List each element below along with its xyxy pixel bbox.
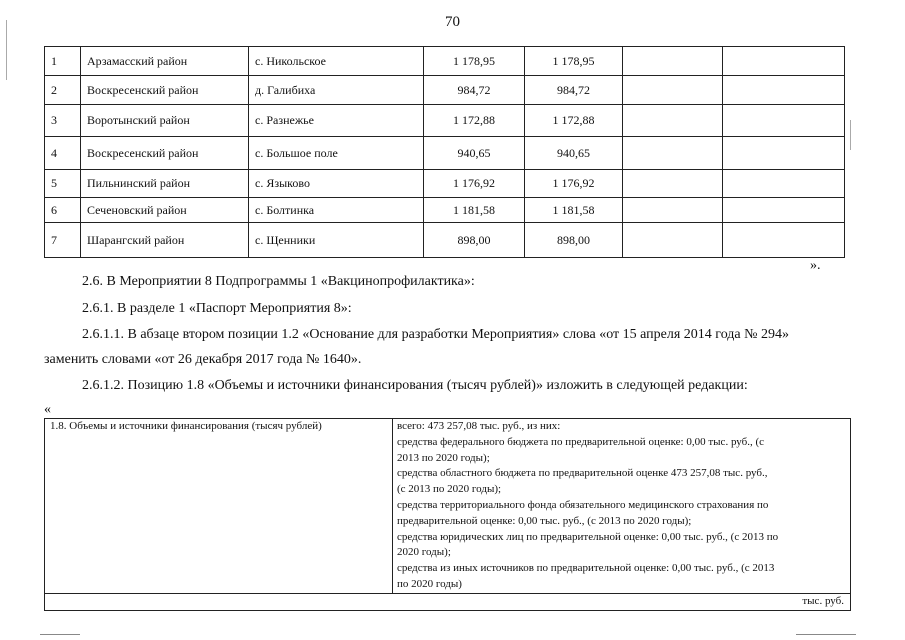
row-number: 2	[45, 76, 81, 105]
value-1: 984,72	[424, 76, 525, 105]
settlement-name: с. Болтинка	[249, 198, 424, 223]
opening-quote: «	[44, 402, 51, 417]
value-1: 940,65	[424, 137, 525, 170]
unit-label: тыс. руб.	[45, 593, 851, 610]
funding-line: 2020 годы);	[397, 546, 451, 559]
empty-cell	[723, 137, 845, 170]
district-name: Сеченовский район	[81, 198, 249, 223]
empty-cell	[723, 198, 845, 223]
district-name: Арзамасский район	[81, 47, 249, 76]
table-row	[45, 76, 845, 105]
value-2: 940,65	[525, 137, 623, 170]
footer-dash-left	[40, 634, 80, 635]
funding-line: средства юридических лиц по предварительной оценке: 0,00 тыс. руб., (с 2013 по	[397, 530, 779, 543]
empty-cell	[623, 105, 723, 137]
page-number: 70	[445, 14, 460, 30]
funding-description	[393, 419, 851, 594]
row-number: 7	[45, 223, 81, 258]
value-2: 984,72	[525, 76, 623, 105]
value-2: 1 172,88	[525, 105, 623, 137]
row-number: 4	[45, 137, 81, 170]
paragraph-2-6-1-1-continued: заменить словами «от 26 декабря 2017 года № 1640».	[44, 352, 362, 367]
closing-quote: ».	[810, 258, 821, 273]
settlement-name: с. Щенники	[249, 223, 424, 258]
value-2: 1 176,92	[525, 170, 623, 198]
value-2: 1 178,95	[525, 47, 623, 76]
empty-cell	[723, 223, 845, 258]
funding-line: средства областного бюджета по предварительной оценке 473 257,08 тыс. руб.,	[397, 467, 768, 480]
row-number: 6	[45, 198, 81, 223]
empty-cell	[623, 47, 723, 76]
empty-cell	[623, 137, 723, 170]
funding-line: средства из иных источников по предварительной оценке: 0,00 тыс. руб., (с 2013	[397, 562, 775, 575]
value-1: 1 172,88	[424, 105, 525, 137]
district-name: Воротынский район	[81, 105, 249, 137]
district-name: Шарангский район	[81, 223, 249, 258]
settlement-name: с. Разнежье	[249, 105, 424, 137]
value-1: 1 176,92	[424, 170, 525, 198]
district-name: Воскресенский район	[81, 76, 249, 105]
district-table	[44, 46, 845, 258]
empty-cell	[723, 47, 845, 76]
settlement-name: д. Галибиха	[249, 76, 424, 105]
paragraph-2-6-1: 2.6.1. В разделе 1 «Паспорт Мероприятия 8»:	[82, 301, 352, 316]
district-name: Пильнинский район	[81, 170, 249, 198]
row-number: 5	[45, 170, 81, 198]
table-row	[45, 198, 845, 223]
funding-line: средства федерального бюджета по предварительной оценке: 0,00 тыс. руб., (с	[397, 435, 765, 448]
value-2: 1 181,58	[525, 198, 623, 223]
settlement-name: с. Языково	[249, 170, 424, 198]
table-row	[45, 47, 845, 76]
paragraph-2-6: 2.6. В Мероприятии 8 Подпрограммы 1 «Вакцинопрофилактика»:	[82, 274, 475, 289]
empty-cell	[623, 198, 723, 223]
paragraph-2-6-1-2: 2.6.1.2. Позицию 1.8 «Объемы и источники финансирования (тысяч рублей)» изложить в следующей редакции:	[82, 378, 748, 393]
table-row	[45, 170, 845, 198]
empty-cell	[623, 76, 723, 105]
value-2: 898,00	[525, 223, 623, 258]
value-1: 898,00	[424, 223, 525, 258]
value-1: 1 181,58	[424, 198, 525, 223]
table-row	[45, 593, 851, 610]
paragraph-2-6-1-1: 2.6.1.1. В абзаце втором позиции 1.2 «Основание для разработки Мероприятия» слова «от 15 апреля 2014 года № 294»	[82, 327, 789, 342]
table-row	[45, 419, 851, 594]
table-row	[45, 223, 845, 258]
margin-mark-right	[850, 120, 851, 150]
empty-cell	[723, 170, 845, 198]
finance-table	[44, 418, 851, 611]
row-number: 3	[45, 105, 81, 137]
funding-line: 2013 по 2020 годы);	[397, 451, 490, 464]
footer-dash-right	[796, 634, 856, 635]
funding-line: всего: 473 257,08 тыс. руб., из них:	[397, 420, 561, 432]
row-number: 1	[45, 47, 81, 76]
district-name: Воскресенский район	[81, 137, 249, 170]
funding-line: средства территориального фонда обязательного медицинского страхования по	[397, 498, 769, 511]
table-row	[45, 137, 845, 170]
funding-line: предварительной оценке: 0,00 тыс. руб., (с 2013 по 2020 годы);	[397, 514, 692, 527]
empty-cell	[723, 76, 845, 105]
empty-cell	[623, 170, 723, 198]
empty-cell	[723, 105, 845, 137]
settlement-name: с. Большое поле	[249, 137, 424, 170]
empty-cell	[623, 223, 723, 258]
settlement-name: с. Никольское	[249, 47, 424, 76]
value-1: 1 178,95	[424, 47, 525, 76]
table-row	[45, 105, 845, 137]
funding-line: по 2020 годы)	[397, 577, 462, 590]
position-label: 1.8. Объемы и источники финансирования (тысяч рублей)	[45, 419, 393, 594]
funding-line: (с 2013 по 2020 годы);	[397, 483, 502, 496]
